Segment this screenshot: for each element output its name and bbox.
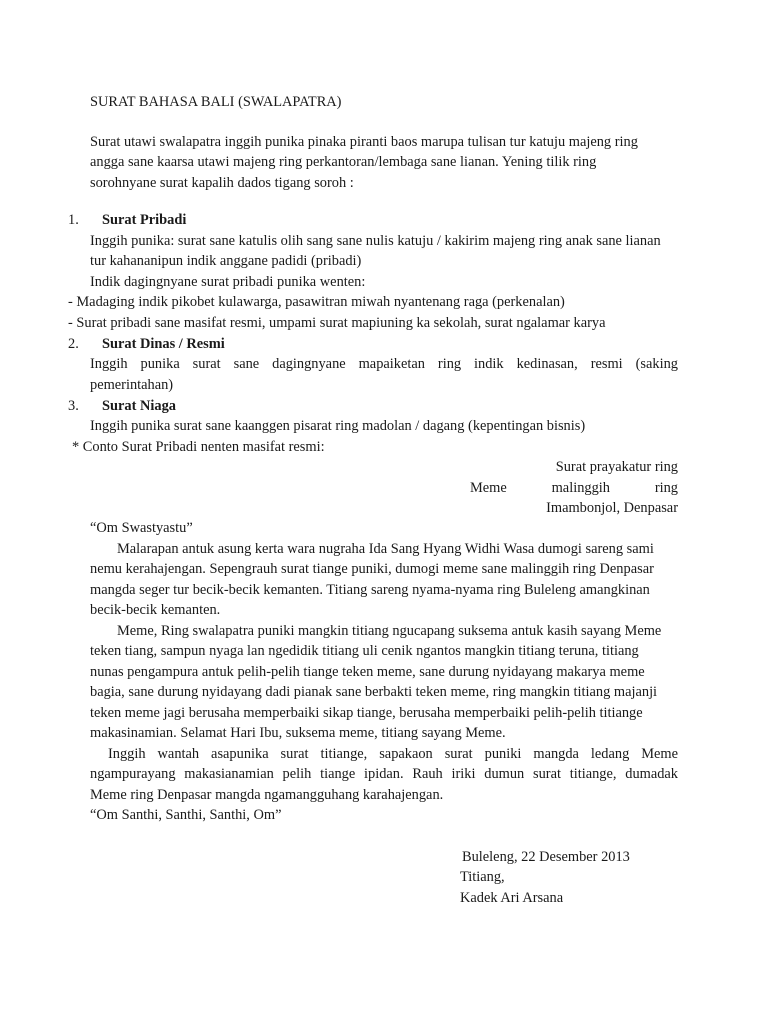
section-1-number: 1.	[68, 212, 79, 228]
signature-sender-name: Kadek Ari Arsana	[460, 890, 564, 906]
section-1-line-1: Inggih punika: surat sane katulis olih sang sane nulis katuju / kakirim majeng ring anak sane lianan	[90, 233, 661, 249]
section-1-heading: Surat Pribadi	[102, 212, 187, 228]
intro-line-3: sorohnyane surat kapalih dados tigang soroh :	[90, 175, 354, 191]
para-3-line-2: ngampurayang makasianamian pelih tiange ipidan. Rauh iriki dumun surat titiange, dumadak	[90, 766, 678, 782]
section-1-line-3: Indik dagingnyane surat pribadi punika wenten:	[90, 274, 366, 290]
section-3-line-1: Inggih punika surat sane kaanggen pisarat ring madolan / dagang (kepentingan bisnis)	[90, 418, 586, 434]
para-2-line-3: nunas pengampura antuk pelih-pelih tiange teken meme, sane durung nyidayang makarya meme	[90, 664, 645, 680]
address-line-2: Meme malinggih ring	[470, 480, 678, 496]
para-2-line-5: teken meme jagi berusaha memperbaiki sikap tiange, berusaha memperbaiki pelih-pelih titiange	[90, 705, 643, 721]
para-2-line-2: teken tiang, sampun nyaga lan ngedidik titiang uli cenik ngantos mangkin titiang teruna, titiang	[90, 643, 639, 659]
address-line-3: Imambonjol, Denpasar	[546, 500, 678, 516]
section-2-line-2: pemerintahan)	[90, 377, 174, 393]
intro-line-1: Surat utawi swalapatra inggih punika pinaka piranti baos marupa tulisan tur katuju majeng ring	[90, 134, 638, 150]
para-2-line-6: makasinamian. Selamat Hari Ibu, suksema meme, titiang sayang Meme.	[90, 725, 506, 741]
section-1-line-2: tur kahananipun indik anggane padidi (pribadi)	[90, 253, 362, 269]
para-3-line-1: Inggih wantah asapunika surat titiange, sapakaon surat puniki mangda ledang Meme	[108, 746, 678, 762]
section-2-heading: Surat Dinas / Resmi	[102, 336, 225, 352]
para-1-line-2: nemu kerahajengan. Sepengrauh surat tiange puniki, dumogi meme sane malinggih ring Denpasar	[90, 561, 654, 577]
para-2-line-1: Meme, Ring swalapatra puniki mangkin titiang ngucapang suksema antuk kasih sayang Meme	[117, 623, 662, 639]
section-1-bullet-2: - Surat pribadi sane masifat resmi, umpami surat mapiuning ka sekolah, surat ngalamar karya	[68, 315, 606, 331]
section-1-bullet-1: - Madaging indik pikobet kulawarga, pasawitran miwah nyantenang raga (perkenalan)	[68, 294, 565, 310]
intro-line-2: angga sane kaarsa utawi majeng ring perkantoran/lembaga sane lianan. Yening tilik ring	[90, 154, 597, 170]
section-2-line-1: Inggih punika surat sane dagingnyane mapaiketan ring indik kedinasan, resmi (saking	[90, 356, 678, 372]
document-title: SURAT BAHASA BALI (SWALAPATRA)	[90, 94, 342, 110]
section-3-number: 3.	[68, 398, 79, 414]
section-3-heading: Surat Niaga	[102, 398, 176, 414]
para-2-line-4: bagia, sane durung nyidayang dadi pianak sane berbakti teken meme, ring mangkin titiang majanji	[90, 684, 658, 700]
signature-sender-label: Titiang,	[460, 869, 505, 885]
section-2-number: 2.	[68, 336, 79, 352]
signature-place-date: Buleleng, 22 Desember 2013	[462, 849, 630, 865]
para-3-line-3: Meme ring Denpasar mangda ngamangguhang karahajengan.	[90, 787, 444, 803]
closing: “Om Santhi, Santhi, Santhi, Om”	[90, 807, 282, 823]
greeting: “Om Swastyastu”	[90, 520, 193, 536]
example-note: * Conto Surat Pribadi nenten masifat resmi:	[72, 439, 325, 455]
para-1-line-3: mangda seger tur becik-becik kemanten. Titiang sareng nyama-nyama ring Buleleng amangkinan	[90, 582, 650, 598]
para-1-line-1: Malarapan antuk asung kerta wara nugraha Ida Sang Hyang Widhi Wasa dumogi sareng sami	[117, 541, 654, 557]
para-1-line-4: becik-becik kemanten.	[90, 602, 221, 618]
address-line-1: Surat prayakatur ring	[555, 459, 678, 475]
